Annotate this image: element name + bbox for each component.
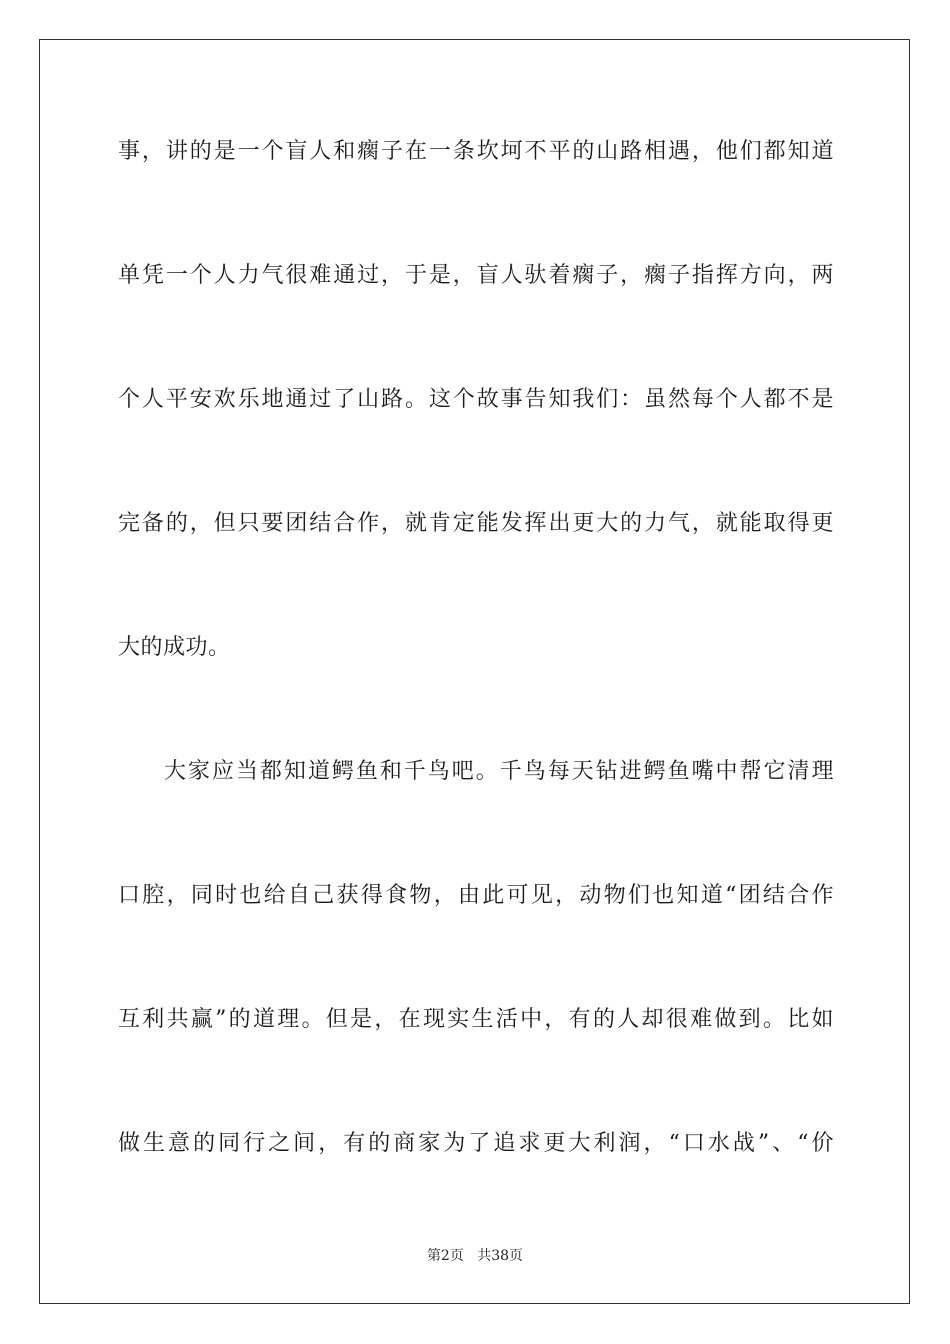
text-line: 个人平安欢乐地通过了山路。这个故事告知我们：虽然每个人都不是	[118, 387, 834, 412]
page-border	[39, 39, 910, 1304]
text-line: 大的成功。	[118, 635, 231, 660]
text-line: 做生意的同行之间，有的商家为了追求更大利润，“口水战”、“价	[118, 1131, 834, 1156]
paragraph-first-line: 大家应当都知道鳄鱼和千鸟吧。千鸟每天钻进鳄鱼嘴中帮它清理	[164, 759, 834, 784]
text-line: 完备的，但只要团结合作，就肯定能发挥出更大的力气，就能取得更	[118, 511, 834, 536]
text-line: 事，讲的是一个盲人和瘸子在一条坎坷不平的山路相遇，他们都知道	[118, 139, 834, 164]
text-line: 口腔，同时也给自己获得食物，由此可见，动物们也知道“团结合作	[118, 883, 834, 908]
page-footer	[0, 1246, 950, 1266]
text-line: 单凭一个人力气很难通过，于是，盲人驮着瘸子，瘸子指挥方向，两	[118, 263, 834, 288]
page-number: 第2页	[426, 1248, 464, 1264]
text-line: 互利共赢”的道理。但是，在现实生活中，有的人却很难做到。比如	[118, 1007, 834, 1032]
total-pages: 共38页	[477, 1248, 524, 1264]
